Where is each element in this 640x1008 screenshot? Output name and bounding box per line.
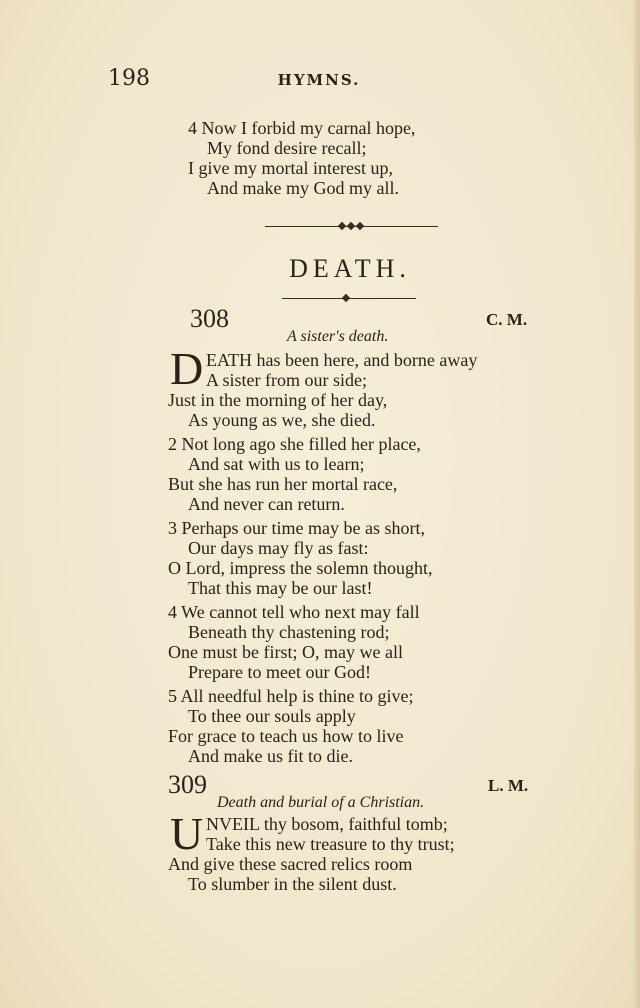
verse-line: 3 Perhaps our time may be as short, [168, 518, 425, 538]
verse-line: As young as we, she died. [188, 410, 376, 430]
verse-line: And never can return. [188, 494, 345, 514]
verse-line: Our days may fly as fast: [188, 538, 369, 558]
drop-cap: D [170, 343, 204, 394]
verse-line: Prepare to meet our God! [188, 662, 371, 682]
section-title: DEATH. [289, 254, 411, 283]
verse-line: And give these sacred relics room [168, 854, 413, 874]
hymn-meter: C. M. [486, 310, 528, 329]
verse-line: To thee our souls apply [188, 706, 356, 726]
drop-cap: U [170, 808, 204, 859]
verse-line: And make us fit to die. [188, 746, 353, 766]
verse-line: Just in the morning of her day, [168, 390, 388, 410]
hymn-meter: L. M. [488, 776, 529, 795]
verse-line: EATH has been here, and borne away [206, 350, 478, 370]
verse-line: To slumber in the silent dust. [188, 874, 397, 894]
hymn-number: 309 [168, 770, 207, 799]
verse-line: One must be first; O, may we all [168, 642, 403, 662]
verse-line: Take this new treasure to thy trust; [206, 834, 455, 854]
verse-line: NVEIL thy bosom, faithful tomb; [206, 814, 448, 834]
page-edge [634, 0, 640, 1008]
hymn-number: 308 [190, 304, 229, 333]
verse-line: 5 All needful help is thine to give; [168, 686, 414, 706]
verse-line: 2 Not long ago she filled her place, [168, 434, 421, 454]
verse-line: 4 We cannot tell who next may fall [168, 602, 420, 622]
verse-line: My fond desire recall; [207, 138, 367, 158]
verse-line: I give my mortal interest up, [188, 158, 393, 178]
page-header [108, 66, 530, 96]
verse-line: And sat with us to learn; [188, 454, 365, 474]
page-number: 198 [108, 66, 150, 91]
verse-line: For grace to teach us how to live [168, 726, 404, 746]
verse-line: 4 Now I forbid my carnal hope, [188, 118, 416, 138]
verse-line: Beneath thy chastening rod; [188, 622, 390, 642]
verse-line: But she has run her mortal race, [168, 474, 398, 494]
verse-line: That this may be our last! [188, 578, 373, 598]
verse-line: A sister from our side; [206, 370, 367, 390]
hymn-subtitle: Death and burial of a Christian. [217, 794, 425, 811]
running-head: HYMNS. [277, 71, 361, 89]
verse-line: O Lord, impress the solemn thought, [168, 558, 433, 578]
verse-line: And make my God my all. [207, 178, 399, 198]
hymn-subtitle: A sister's death. [287, 328, 389, 345]
